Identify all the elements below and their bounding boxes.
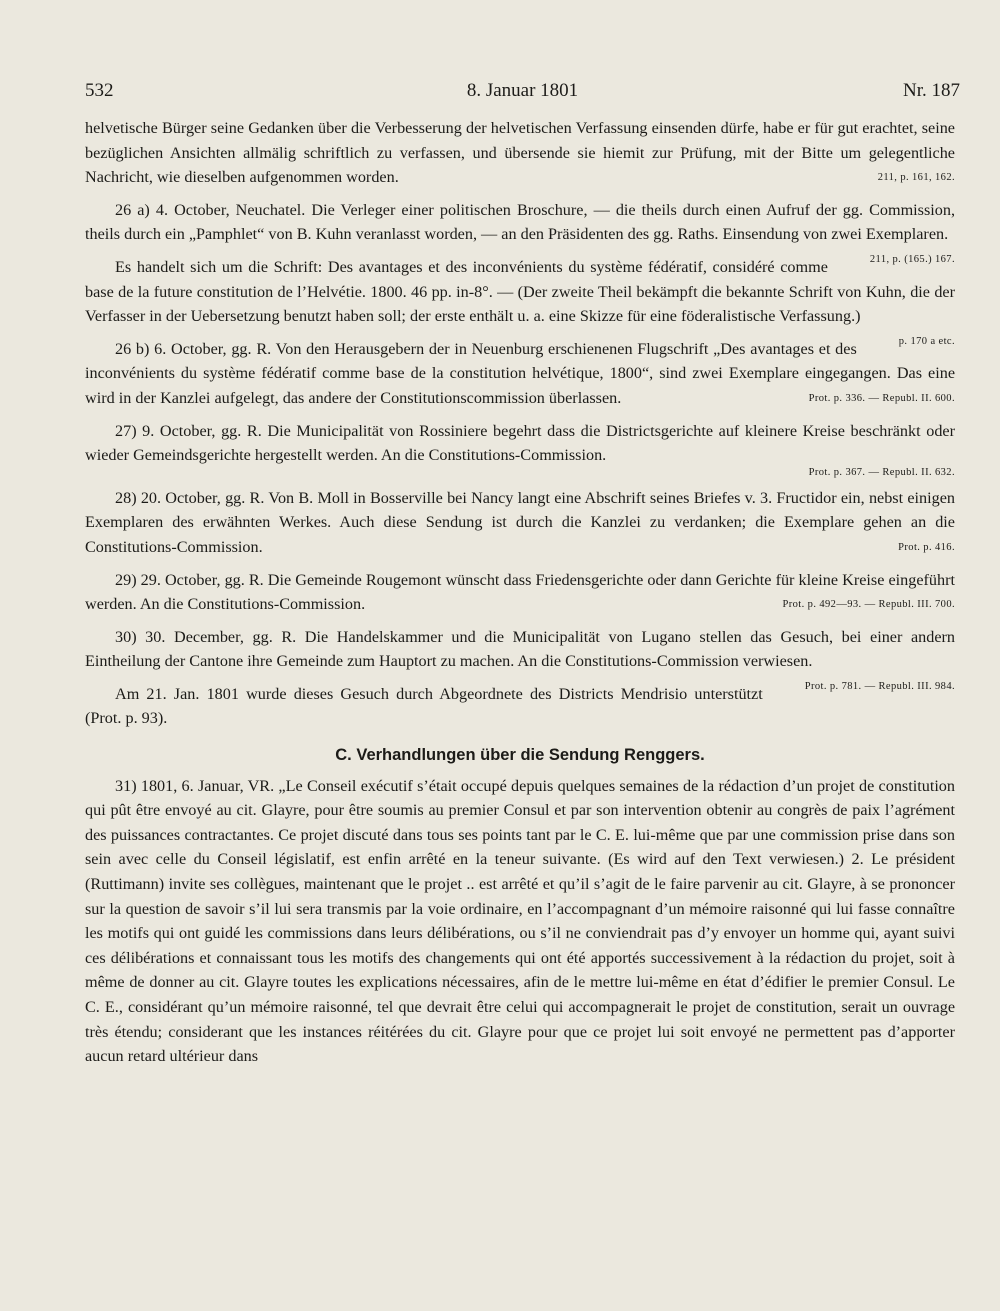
paragraph-9-text: Am 21. Jan. 1801 wurde dieses Gesuch durch Abgeordnete des Districts Mendrisio unterstützt (Prot. p. 93).: [85, 684, 763, 728]
paragraph-6: [85, 486, 955, 560]
paragraph-1-reference: 211, p. 161, 162.: [877, 172, 955, 184]
paragraph-5-reference: Prot. p. 367. — Republ. II. 632.: [808, 466, 955, 478]
page-header: [85, 80, 960, 110]
paragraph-2-text: 26 a) 4. October, Neuchatel. Die Verleger einer politischen Broschure, — die theils durch einen Aufruf der gg. Commission, theils durch ein „Pamphlet“ von B. Kuhn veranlasst worden, — an den Präsidenten des gg. Raths. Einsendung von zwei Exemplaren.: [85, 200, 955, 244]
paragraph-7-text: 29) 29. October, gg. R. Die Gemeinde Rougemont wünscht dass Friedensgerichte oder dann Gerichte für kleine Kreise eingeführt werden. An die Constitutions-Commission.: [85, 570, 955, 614]
paragraph-6-reference: Prot. p. 416.: [898, 541, 955, 553]
paragraph-4-text: 26 b) 6. October, gg. R. Von den Herausgebern der in Neuenburg erschienenen Flugschrift „Des avantages et des inconvénients du système fédératif comme base de la constitution helvétique, 1800“, sind zwei Exemplare eingegangen. Das eine wird in der Kanzlei aufgelegt, das andere der Constitutionscommission überlassen.: [85, 339, 955, 407]
header-date: 8. Januar 1801: [466, 80, 579, 101]
paragraph-8-text: 30) 30. December, gg. R. Die Handelskammer und die Municipalität von Lugano stellen das Gesuch, bei einer andern Eintheilung der Cantone ihre Gemeinde zum Hauptort zu machen. An die Constitutions-Commission verwiesen.: [85, 627, 955, 671]
paragraph-3-text: Es handelt sich um die Schrift: Des avantages et des inconvénients du système fédératif, considéré comme base de la future constitution de l’Helvétie. 1800. 46 pp. in-8°. — (Der zweite Theil bekämpft die bekannte Schrift von Kuhn, die der Verfasser in der Uebersetzung benutzt haben soll; der erste enthält u. a. eine Skizze für eine föderalistische Verfassung.): [85, 257, 955, 326]
document-body: [85, 116, 955, 1077]
document-number: Nr. 187: [903, 80, 960, 101]
paragraph-5-text: 27) 9. October, gg. R. Die Municipalität von Rossiniere begehrt dass die Districtsgerichte auf kleinere Kreise beschränkt oder wieder Gemeindsgerichte hergestellt werden. An die Constitutions-Commission.: [85, 421, 955, 465]
page-number: 532: [85, 80, 114, 101]
paragraph-5: [85, 419, 955, 468]
paragraph-6-text: 28) 20. October, gg. R. Von B. Moll in Bosserville bei Nancy langt eine Abschrift seines Briefes v. 3. Fructidor ein, nebst einigen Exemplaren des erwähnten Werkes. Auch diese Sendung ist durch die Kanzlei zu verdanken; die Exemplare gehen an die Constitutions-Commission.: [85, 488, 955, 556]
paragraph-2-reference: 211, p. (165.) 167.: [869, 253, 955, 265]
paragraph-10: [85, 774, 955, 1069]
paragraph-2: [85, 198, 955, 265]
paragraph-1-text: helvetische Bürger seine Gedanken über die Verbesserung der helvetischen Verfassung einsenden dürfe, habe er für gut erachtet, seine bezüglichen Ansichten allmälig schriftlich zu verfassen, und übersende sie hiemit zur Prüfung, mit der Bitte um gelegentliche Nachricht, wie dieselben aufgenommen worden.: [85, 119, 955, 187]
paragraph-8: [85, 625, 955, 692]
paragraph-7: [85, 568, 955, 617]
paragraph-8-reference: Prot. p. 781. — Republ. III. 984.: [804, 680, 955, 692]
paragraph-3-reference: p. 170 a etc.: [898, 335, 955, 347]
paragraph-4-reference: Prot. p. 336. — Republ. II. 600.: [808, 392, 955, 404]
paragraph-7-reference: Prot. p. 492—93. — Republ. III. 700.: [782, 599, 955, 611]
paragraph-1: [85, 116, 955, 190]
paragraph-3: [85, 255, 955, 347]
paragraph-4: [85, 337, 955, 411]
paragraph-10-text: 31) 1801, 6. Januar, VR. „Le Conseil exécutif s’était occupé depuis quelques semaines de la rédaction d’un projet de constitution qui pût être envoyé au cit. Glayre, pour être soumis au premier Consul et par son intervention obtenir au congrès de paix l’agrément des puissances contractantes. Ce projet discuté dans tous ses points tant par le C. E. lui-même que par une commission prise dans son sein avec celle du Conseil législatif, est enfin arrêté en la teneur suivante. (Es wird auf den Text verwiesen.) 2. Le président (Ruttimann) invite ses collègues, maintenant que le projet .. est arrêté et qu’il s’agit de le faire parvenir au cit. Glayre, à se prononcer sur la question de savoir s’il lui sera transmis par la voie ordinaire, en l’accompagnant d’un mémoire raisonné qui lui fasse connaître les motifs qui ont guidé les commissions dans leurs délibérations, ou s’il ne conviendrait pas d’y envoyer un homme qui, ayant suivi ces délibérations et connaissant tous les motifs des changements qui ont été apportés successivement à la rédaction du projet, soit à même de donner au cit. Glayre toutes les explications nécessaires, afin de le mettre lui-même en état d’édifier le premier Consul. Le C. E., considérant qu’un mémoire raisonné, tel que devrait être celui qui accompagnerait le projet de constitution, serait un ouvrage très étendu; considerant que les instances réitérées du cit. Glayre pour que ce projet lui soit envoyé ne permettent pas d’apporter aucun retard ultérieur dans: [85, 776, 955, 1066]
section-heading: C. Verhandlungen über die Sendung Renggers.: [335, 746, 705, 765]
